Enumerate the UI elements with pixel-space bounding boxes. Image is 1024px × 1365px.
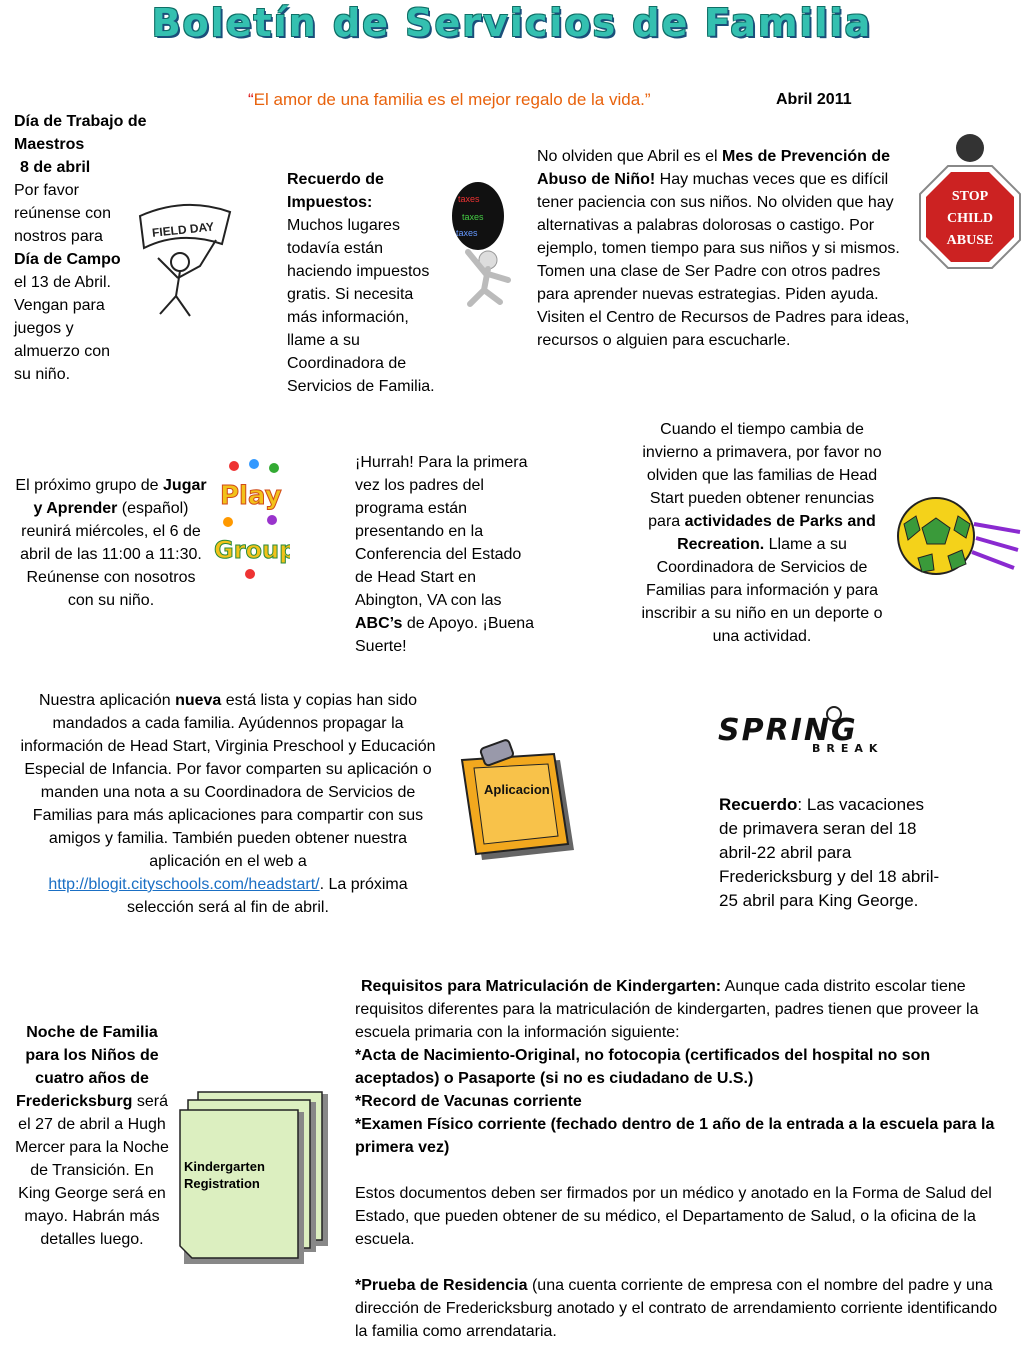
- kindergarten-doc-label: Kindergarten Registration: [184, 1159, 265, 1191]
- family-quote: “El amor de una familia es el mejor regalo de la vida.”: [248, 90, 651, 109]
- application-clipboard: [456, 738, 580, 864]
- requirement-vaccines: *Record de Vacunas corriente: [355, 1093, 582, 1110]
- play-group-logo: [214, 456, 290, 580]
- stop-child-abuse-sign: [918, 130, 1022, 276]
- requirement-physical-exam: *Examen Físico corriente (fechado dentro de 1 año de la entrada a la escuela para la primera vez): [355, 1116, 995, 1156]
- requirement-residence: *Prueba de Residencia (una cuenta corriente de empresa con el nombre del padre y una dirección de Fredericksburg anotado y el contrato de arrendamiento corriente identificando la familia como arrendataria.: [355, 1277, 998, 1340]
- taxes-text: Muchos lugares todavía están haciendo impuestos gratis. Si necesita más información, llame a su Coordinadora de Servicios de Familia.: [287, 217, 435, 395]
- requirement-birth-certificate: *Acta de Nacimiento-Original, no fotocopia (certificados del hospital no son aceptados) o Pasaporte (si no es ciudadano de U.S.): [355, 1047, 931, 1087]
- teacher-day-heading: Día de Trabajo de Maestros: [14, 113, 147, 153]
- play-group-line1: Play: [220, 481, 282, 511]
- newsletter-title: Boletín de Servicios de Familia: [151, 1, 873, 45]
- issue-date: Abril 2011: [776, 91, 852, 108]
- taxes-section: [287, 168, 445, 398]
- conference-text: ¡Hurrah! Para la primera vez los padres del programa están presentando en la Conferencia del Estado de Head Start en Abington, VA con las ABC’s de Apoyo. ¡Buena Suerte!: [355, 454, 535, 655]
- play-group-line2: Group: [214, 536, 290, 564]
- field-day-illustration: [130, 196, 238, 328]
- application-text: Nuestra aplicación nueva está lista y copias han sido mandados a cada familia. Ayúdennos propagar la información de Head Start, Virginia Preschool y Educación Especial de Infancia. Por favor comparten su aplicación o manden una nota a su Coordinadora de Servicios de Familias para más aplicaciones para compartir con sus amigos y familia. También pueden obtener nuestra aplicación en el web a http://blogit.cityschools.com/headstart/. La próxima selección será al fin de abril.: [20, 692, 436, 916]
- teacher-day-text: Por favor reúnense con nostros para Día de Campo el 13 de Abril. Vengan para juegos y almuerzo con su niño.: [14, 182, 121, 383]
- svg-text:taxes: taxes: [462, 212, 484, 222]
- clipboard-label: Aplicacion: [484, 782, 550, 797]
- teacher-day-date: 8 de abril: [20, 159, 91, 176]
- kindergarten-requirements: [355, 975, 1013, 1343]
- field-day-banner-text: FIELD DAY: [151, 219, 215, 240]
- spring-logo-line2: BREAK: [812, 742, 884, 754]
- spring-break-logo: [716, 704, 910, 754]
- stop-sign-line3: ABUSE: [946, 233, 994, 248]
- kindergarten-registration-documents: [178, 1090, 330, 1268]
- headstart-web-link[interactable]: http://blogit.cityschools.com/headstart/: [48, 876, 320, 893]
- taxes-ball-icon: [448, 180, 524, 310]
- kindergarten-intro: Requisitos para Matriculación de Kindergarten: Aunque cada distrito escolar tiene requisitos diferentes para la matriculación de kindergarten, padres tienen que proveer la escuela primaria con la información siguiente:: [355, 978, 979, 1041]
- svg-text:taxes: taxes: [456, 228, 478, 238]
- spring-break-text: Recuerdo: Las vacaciones de primavera seran del 18 abril-22 abril para Fredericksburg y del 18 abril-25 abril para King George.: [719, 795, 940, 910]
- parks-recreation-text: Cuando el tiempo cambia de invierno a primavera, por favor no olviden que las familias de Head Start pueden obtener renuncias para actividades de Parks and Recreation. Llame a su Coordinadora de Servicios de Familias para información y para inscribir a su niño en un deporte o una actividad.: [641, 421, 883, 645]
- family-night-text: Noche de Familia para los Niños de cuatro años de Fredericksburg será el 27 de abril a Hugh Mercer para la Noche de Transición. En King George será en mayo. Habrán más detalles luego.: [15, 1024, 169, 1248]
- documents-signature-note: Estos documentos deben ser firmados por un médico y anotado en la Forma de Salud del Estado, que pueden obtener de su médico, el Departamento de Salud, o la oficina de la escuela.: [355, 1185, 992, 1248]
- taxes-heading: Recuerdo de Impuestos:: [287, 171, 384, 211]
- playgroup-text: El próximo grupo de Jugar y Aprender (español) reunirá miércoles, el 6 de abril de las 11:00 a 11:30. Reúnense con nosotros con su niño.: [15, 477, 207, 609]
- spring-logo-line1: SPRING: [718, 713, 858, 748]
- svg-text:taxes: taxes: [458, 194, 480, 204]
- stop-sign-line1: STOP: [951, 189, 989, 204]
- stop-sign-line2: CHILD: [947, 211, 993, 226]
- soccer-ball-icon: [896, 494, 1022, 580]
- abuse-prevention-text: No olviden que Abril es el Mes de Prevención de Abuso de Niño! Hay muchas veces que es difícil tener paciencia con sus niños. No olviden que hay alternativas a palabras dolorosas o castigo. Por ejemplo, tomen tiempo para sus niños y si mismos. Tomen una clase de Ser Padre con otros padres para aprender nuevas estrategias. Piden ayuda. Visiten el Centro de Recursos de Padres para ideas, recursos o alguien para escucharle.: [537, 148, 910, 349]
- teacher-day-section: [14, 110, 184, 179]
